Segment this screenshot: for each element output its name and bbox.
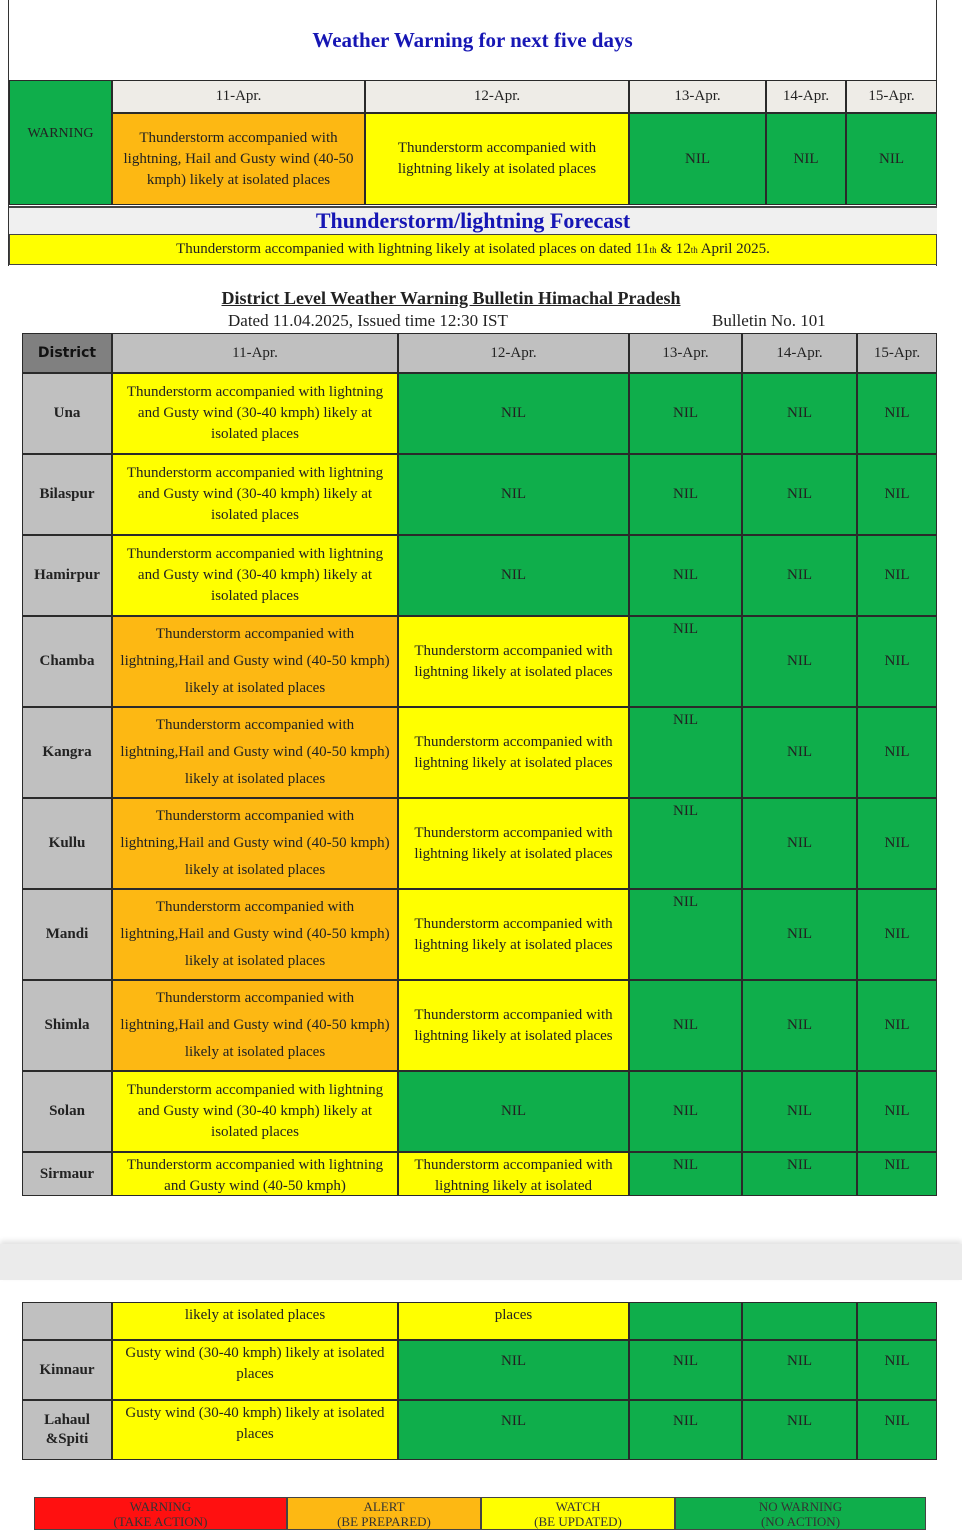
continued-sirmaur-11-apr: likely at isolated places [112, 1302, 398, 1340]
forecast-lahaul-spiti-15-apr: NIL [857, 1400, 937, 1460]
forecast-solan-12-apr: NIL [398, 1071, 629, 1152]
district-name-chamba: Chamba [22, 616, 112, 707]
forecast-kullu-11-apr: Thunderstorm accompanied with lightning,Hail and Gusty wind (40-50 kmph) likely at isolated places [112, 798, 398, 889]
district-name-sirmaur: Sirmaur [22, 1152, 112, 1196]
forecast-solan-15-apr: NIL [857, 1071, 937, 1152]
summary-cell-11: Thunderstorm accompanied with lightning, Hail and Gusty wind (40-50 kmph) likely at isolated places [112, 113, 365, 205]
forecast-chamba-12-apr: Thunderstorm accompanied with lightning likely at isolated places [398, 616, 629, 707]
legend-watch-label: WATCH [555, 1498, 601, 1514]
forecast-una-11-apr: Thunderstorm accompanied with lightning and Gusty wind (30-40 kmph) likely at isolated places [112, 373, 398, 454]
thunderstorm-text-after: April 2025. [697, 241, 770, 257]
forecast-mandi-12-apr: Thunderstorm accompanied with lightning likely at isolated places [398, 889, 629, 980]
forecast-kangra-11-apr: Thunderstorm accompanied with lightning,Hail and Gusty wind (40-50 kmph) likely at isolated places [112, 707, 398, 798]
district-bulletin-title: District Level Weather Warning Bulletin Himachal Pradesh [221, 288, 681, 308]
district-name-una: Una [22, 373, 112, 454]
forecast-lahaul-spiti-11-apr: Gusty wind (30-40 kmph) likely at isolated places [112, 1400, 398, 1460]
bulletin-number: Bulletin No. 101 [712, 311, 826, 330]
forecast-chamba-11-apr: Thunderstorm accompanied with lightning,Hail and Gusty wind (40-50 kmph) likely at isolated places [112, 616, 398, 707]
forecast-shimla-15-apr: NIL [857, 980, 937, 1071]
summary-date-12: 12-Apr. [365, 80, 629, 113]
forecast-kinnaur-12-apr: NIL [398, 1340, 629, 1400]
summary-date-14: 14-Apr. [766, 80, 846, 113]
forecast-solan-11-apr: Thunderstorm accompanied with lightning and Gusty wind (30-40 kmph) likely at isolated places [112, 1071, 398, 1152]
forecast-sirmaur-12-apr: Thunderstorm accompanied with lightning likely at isolated [398, 1152, 629, 1196]
header-14-apr: 14-Apr. [742, 333, 857, 373]
district-name-mandi: Mandi [22, 889, 112, 980]
forecast-chamba-13-apr: NIL [629, 616, 742, 707]
forecast-bilaspur-12-apr: NIL [398, 454, 629, 535]
forecast-una-12-apr: NIL [398, 373, 629, 454]
forecast-kinnaur-15-apr: NIL [857, 1340, 937, 1400]
forecast-bilaspur-14-apr: NIL [742, 454, 857, 535]
forecast-bilaspur-13-apr: NIL [629, 454, 742, 535]
forecast-mandi-14-apr: NIL [742, 889, 857, 980]
district-name-kinnaur: Kinnaur [22, 1340, 112, 1400]
legend-watch [481, 1497, 675, 1530]
district-name-bilaspur: Bilaspur [22, 454, 112, 535]
district-dated: Dated 11.04.2025, Issued time 12:30 IST [228, 311, 508, 330]
district-name-lahaul-spiti: Lahaul &Spiti [22, 1400, 112, 1460]
forecast-bilaspur-11-apr: Thunderstorm accompanied with lightning and Gusty wind (30-40 kmph) likely at isolated places [112, 454, 398, 535]
forecast-lahaul-spiti-12-apr: NIL [398, 1400, 629, 1460]
header-13-apr: 13-Apr. [629, 333, 742, 373]
header-11-apr: 11-Apr. [112, 333, 398, 373]
forecast-chamba-14-apr: NIL [742, 616, 857, 707]
forecast-shimla-11-apr: Thunderstorm accompanied with lightning,Hail and Gusty wind (40-50 kmph) likely at isolated places [112, 980, 398, 1071]
legend-warning-sub: (TAKE ACTION) [113, 1513, 208, 1529]
forecast-shimla-13-apr: NIL [629, 980, 742, 1071]
header-15-apr: 15-Apr. [857, 333, 937, 373]
forecast-chamba-15-apr: NIL [857, 616, 937, 707]
forecast-hamirpur-15-apr: NIL [857, 535, 937, 616]
forecast-solan-14-apr: NIL [742, 1071, 857, 1152]
forecast-sirmaur-15-apr: NIL [857, 1152, 937, 1196]
district-name-solan: Solan [22, 1071, 112, 1152]
summary-date-15: 15-Apr. [846, 80, 937, 113]
legend-alert-label: ALERT [363, 1498, 405, 1514]
thunderstorm-sup2: th [690, 244, 698, 255]
header-12-apr: 12-Apr. [398, 333, 629, 373]
forecast-kangra-13-apr: NIL [629, 707, 742, 798]
forecast-kullu-15-apr: NIL [857, 798, 937, 889]
legend-no-warning-label: NO WARNING [758, 1498, 843, 1514]
continued-sirmaur-14-apr [742, 1302, 857, 1340]
continued-sirmaur-13-apr [629, 1302, 742, 1340]
continued-district-blank [22, 1302, 112, 1340]
forecast-hamirpur-12-apr: NIL [398, 535, 629, 616]
forecast-kinnaur-14-apr: NIL [742, 1340, 857, 1400]
page-separator [0, 1244, 962, 1280]
summary-cell-14: NIL [766, 113, 846, 205]
forecast-mandi-11-apr: Thunderstorm accompanied with lightning,Hail and Gusty wind (40-50 kmph) likely at isolated places [112, 889, 398, 980]
forecast-kullu-14-apr: NIL [742, 798, 857, 889]
forecast-lahaul-spiti-13-apr: NIL [629, 1400, 742, 1460]
legend-warning-label: WARNING [129, 1498, 192, 1514]
forecast-sirmaur-13-apr: NIL [629, 1152, 742, 1196]
continued-sirmaur-12-apr: places [398, 1302, 629, 1340]
forecast-shimla-12-apr: Thunderstorm accompanied with lightning likely at isolated places [398, 980, 629, 1071]
forecast-kangra-14-apr: NIL [742, 707, 857, 798]
summary-date-13: 13-Apr. [629, 80, 766, 113]
forecast-bilaspur-15-apr: NIL [857, 454, 937, 535]
forecast-hamirpur-13-apr: NIL [629, 535, 742, 616]
forecast-sirmaur-14-apr: NIL [742, 1152, 857, 1196]
forecast-kinnaur-11-apr: Gusty wind (30-40 kmph) likely at isolated places [112, 1340, 398, 1400]
district-name-kullu: Kullu [22, 798, 112, 889]
summary-date-11: 11-Apr. [112, 80, 365, 113]
forecast-hamirpur-11-apr: Thunderstorm accompanied with lightning and Gusty wind (30-40 kmph) likely at isolated places [112, 535, 398, 616]
forecast-kangra-12-apr: Thunderstorm accompanied with lightning likely at isolated places [398, 707, 629, 798]
legend-no-warning [675, 1497, 926, 1530]
forecast-lahaul-spiti-14-apr: NIL [742, 1400, 857, 1460]
thunderstorm-text-mid: & 12 [656, 241, 691, 257]
forecast-kullu-12-apr: Thunderstorm accompanied with lightning likely at isolated places [398, 798, 629, 889]
forecast-solan-13-apr: NIL [629, 1071, 742, 1152]
legend-alert [287, 1497, 481, 1530]
forecast-una-13-apr: NIL [629, 373, 742, 454]
summary-cell-13: NIL [629, 113, 766, 205]
forecast-una-15-apr: NIL [857, 373, 937, 454]
district-name-kangra: Kangra [22, 707, 112, 798]
forecast-una-14-apr: NIL [742, 373, 857, 454]
forecast-hamirpur-14-apr: NIL [742, 535, 857, 616]
forecast-kinnaur-13-apr: NIL [629, 1340, 742, 1400]
thunderstorm-title: Thunderstorm/lightning Forecast [9, 206, 937, 234]
summary-cell-15: NIL [846, 113, 937, 205]
header-district: District [22, 333, 112, 373]
forecast-kangra-15-apr: NIL [857, 707, 937, 798]
continued-sirmaur-15-apr [857, 1302, 937, 1340]
forecast-sirmaur-11-apr: Thunderstorm accompanied with lightning and Gusty wind (40-50 kmph) [112, 1152, 398, 1196]
district-name-shimla: Shimla [22, 980, 112, 1071]
forecast-mandi-13-apr: NIL [629, 889, 742, 980]
summary-title: Weather Warning for next five days [312, 28, 633, 52]
legend-no-warning-sub: (NO ACTION) [760, 1513, 841, 1529]
forecast-kullu-13-apr: NIL [629, 798, 742, 889]
thunderstorm-text [9, 234, 937, 265]
thunderstorm-text-before: Thunderstorm accompanied with lightning likely at isolated places on dated 11 [176, 241, 650, 257]
thunderstorm-sup1: th [649, 244, 657, 255]
legend-warning [34, 1497, 287, 1530]
forecast-mandi-15-apr: NIL [857, 889, 937, 980]
forecast-shimla-14-apr: NIL [742, 980, 857, 1071]
legend-alert-sub: (BE PREPARED) [337, 1513, 431, 1529]
district-name-hamirpur: Hamirpur [22, 535, 112, 616]
summary-cell-12: Thunderstorm accompanied with lightning likely at isolated places [365, 113, 629, 205]
summary-row-label: WARNING [9, 80, 112, 205]
legend-watch-sub: (BE UPDATED) [534, 1513, 622, 1529]
